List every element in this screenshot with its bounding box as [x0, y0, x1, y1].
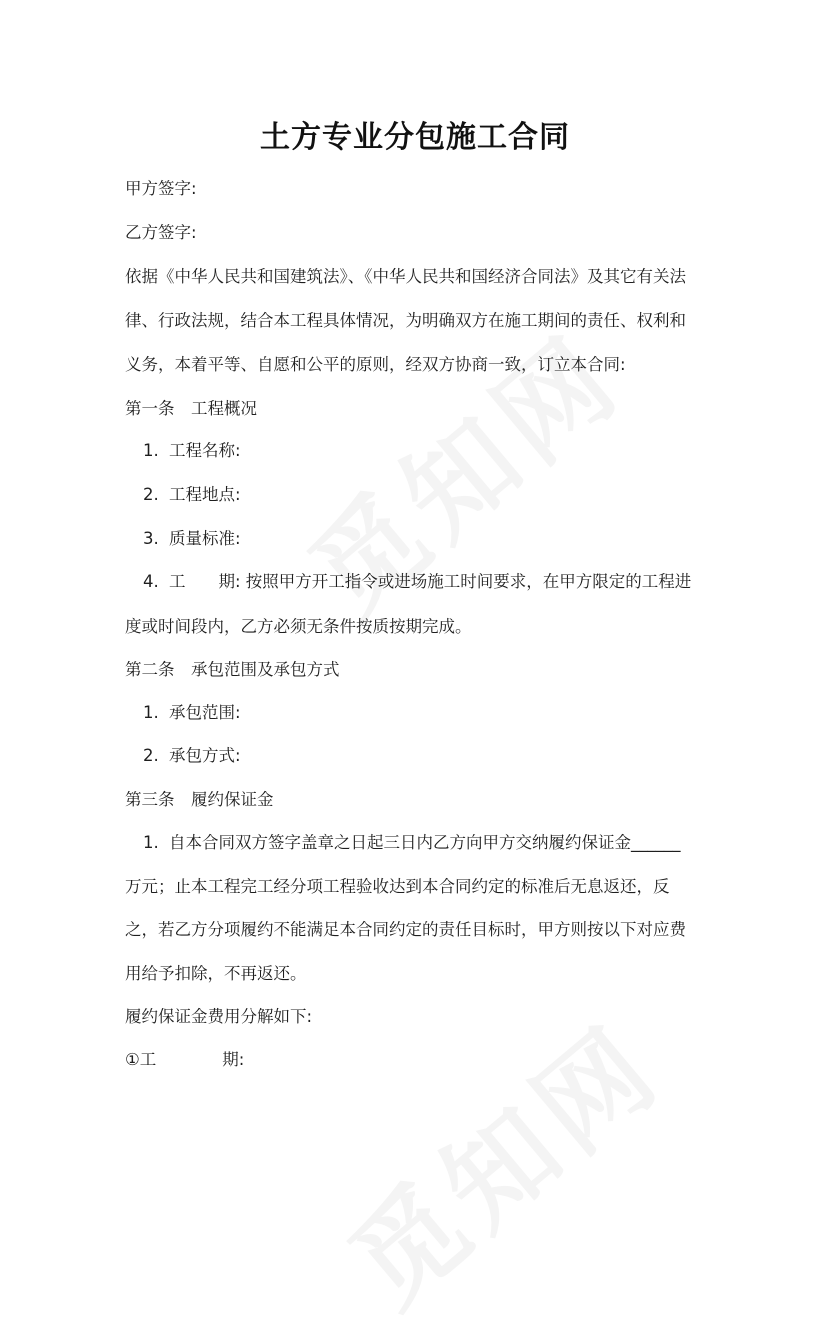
article3-item-continuation: 之，若乙方分项履约不能满足本合同约定的责任目标时，甲方则按以下对应费 [125, 920, 686, 939]
item-text: 工 期: 按照甲方开工指令或进场施工时间要求，在甲方限定的工程进 [169, 572, 692, 591]
article3-heading: 第三条 履约保证金 [125, 790, 274, 809]
preamble-line: 律、行政法规，结合本工程具体情况，为明确双方在施工期间的责任、权利和 [125, 311, 686, 330]
item-number: 1. [143, 833, 159, 852]
article3-item-continuation: 用给予扣除，不再返还。 [125, 964, 307, 983]
item-number: 2. [143, 485, 159, 504]
article1-item [143, 440, 241, 462]
item-text: 质量标准: [169, 529, 241, 548]
article2-item [143, 702, 241, 724]
article1-item-continuation: 度或时间段内，乙方必须无条件按质按期完成。 [125, 617, 472, 636]
period-label: ①工 期: [125, 1050, 245, 1069]
article2-item [143, 745, 241, 767]
party-a-signature: 甲方签字: [125, 179, 197, 198]
article1-item [143, 528, 241, 550]
article1-item [143, 484, 241, 506]
article1-heading: 第一条 工程概况 [125, 399, 257, 418]
item-number: 3. [143, 529, 159, 548]
party-b-signature: 乙方签字: [125, 223, 197, 242]
item-number: 1. [143, 703, 159, 722]
preamble-line: 依据《中华人民共和国建筑法》、《中华人民共和国经济合同法》及其它有关法 [125, 267, 686, 286]
article2-heading: 第二条 承包范围及承包方式 [125, 660, 340, 679]
item-text: 工程地点: [169, 485, 241, 504]
article1-item [143, 571, 691, 593]
watermark [311, 983, 688, 1335]
item-number: 4. [143, 572, 159, 591]
document-title: 土方专业分包施工合同 [260, 120, 570, 155]
item-text: 工程名称: [169, 441, 241, 460]
article3-item-continuation: 万元；止本工程完工经分项工程验收达到本合同约定的标准后无息返还，反 [125, 877, 670, 896]
item-text: 承包方式: [169, 746, 241, 765]
item-text: 承包范围: [169, 703, 241, 722]
preamble-line: 义务，本着平等、自愿和公平的原则，经双方协商一致，订立本合同: [125, 355, 626, 374]
item-number: 1. [143, 441, 159, 460]
article3-item [143, 832, 681, 854]
item-text: 自本合同双方签字盖章之日起三日内乙方向甲方交纳履约保证金______ [169, 833, 681, 852]
deposit-breakdown-label: 履约保证金费用分解如下: [125, 1007, 313, 1026]
item-number: 2. [143, 746, 159, 765]
